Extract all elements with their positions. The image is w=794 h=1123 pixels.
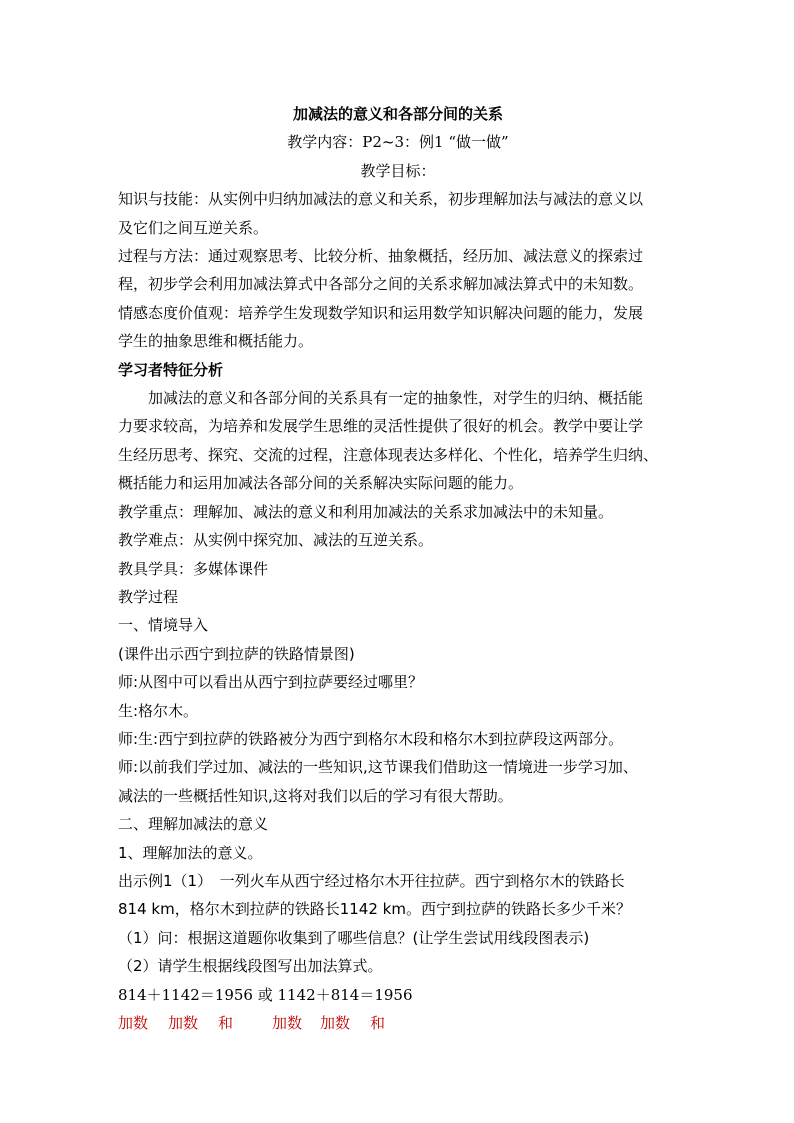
example-line: （2）请学生根据线段图写出加法算式。 <box>118 957 383 976</box>
plan-line: 一、情境导入 <box>118 616 209 635</box>
addend-label: 加数 <box>272 1014 303 1032</box>
example-section <box>118 867 678 1037</box>
plan-line: 师:以前我们学过加、减法的一些知识,这节课我们借助这一情境进一步学习加、 <box>118 758 638 777</box>
teaching-plan <box>118 498 678 867</box>
plan-line: 师:从图中可以看出从西宁到拉萨要经过哪里？ <box>118 673 424 692</box>
plan-line: 二、理解加减法的意义 <box>118 815 269 834</box>
analysis-line: 力要求较高，为培养和发展学生思维的灵活性提供了很好的机会。教学中要让学 <box>118 417 644 436</box>
plan-line: (课件出示西宁到拉萨的铁路情景图) <box>118 644 355 663</box>
analysis-heading: 学习者特征分析 <box>118 360 224 379</box>
sum-label: 和 <box>218 1014 234 1032</box>
analysis-line: 加减法的意义和各部分间的关系具有一定的抽象性，对学生的归纳、概括能 <box>148 389 644 408</box>
plan-line: 教学过程 <box>118 587 179 606</box>
analysis-paragraph <box>118 384 678 498</box>
document-page <box>118 100 678 1037</box>
addition-equation: 814＋1142＝1956 或 1142＋814＝1956 <box>118 985 413 1004</box>
plan-line: 1、理解加法的意义。 <box>118 843 263 862</box>
addend-label: 加数 <box>118 1014 149 1032</box>
objective-line: 学生的抽象思维和概括能力。 <box>118 332 314 351</box>
document-title: 加减法的意义和各部分间的关系 <box>292 105 503 123</box>
plan-line: 减法的一些概括性知识,这将对我们以后的学习有很大帮助。 <box>118 786 513 805</box>
addend-label: 加数 <box>320 1014 351 1032</box>
teaching-objectives-heading: 教学目标： <box>360 161 436 180</box>
term-labels <box>118 1009 678 1037</box>
teaching-content: 教学内容：P2~3：例1 “做一做” <box>287 133 509 152</box>
plan-line: 教具学具：多媒体课件 <box>118 559 269 578</box>
plan-line: 教学重点：理解加、减法的意义和利用加减法的关系求加减法中的未知量。 <box>118 502 614 521</box>
example-line: 814 km，格尔木到拉萨的铁路长1142 km。西宁到拉萨的铁路长多少千米？ <box>118 900 631 919</box>
objective-line: 情感态度价值观：培养学生发现数学知识和运用数学知识解决问题的能力，发展 <box>118 303 644 322</box>
plan-line: 教学难点：从实例中探究加、减法的互逆关系。 <box>118 531 434 550</box>
objective-line: 程，初步学会利用加减法算式中各部分之间的关系求解加减法算式中的未知数。 <box>118 275 644 294</box>
plan-line: 师:生:西宁到拉萨的铁路被分为西宁到格尔木段和格尔木到拉萨段这两部分。 <box>118 729 624 748</box>
objective-line: 及它们之间互逆关系。 <box>118 218 269 237</box>
objective-line: 过程与方法：通过观察思考、比较分析、抽象概括，经历加、减法意义的探索过 <box>118 247 644 266</box>
analysis-line: 生经历思考、探究、交流的过程，注意体现表达多样化、个性化，培养学生归纳、 <box>118 445 659 464</box>
addend-label: 加数 <box>168 1014 199 1032</box>
example-line: （1）问：根据这道题你收集到了哪些信息？(让学生尝试用线段图表示) <box>118 928 590 947</box>
plan-line: 生:格尔木。 <box>118 701 199 720</box>
objectives-paragraph <box>118 185 678 355</box>
sum-label: 和 <box>370 1014 386 1032</box>
example-line: 出示例1（1） 一列火车从西宁经过格尔木开往拉萨。西宁到格尔木的铁路长 <box>118 871 625 890</box>
analysis-line: 概括能力和运用加减法各部分间的关系解决实际问题的能力。 <box>118 474 524 493</box>
objective-line: 知识与技能：从实例中归纳加减法的意义和关系，初步理解加法与减法的意义以 <box>118 190 644 209</box>
